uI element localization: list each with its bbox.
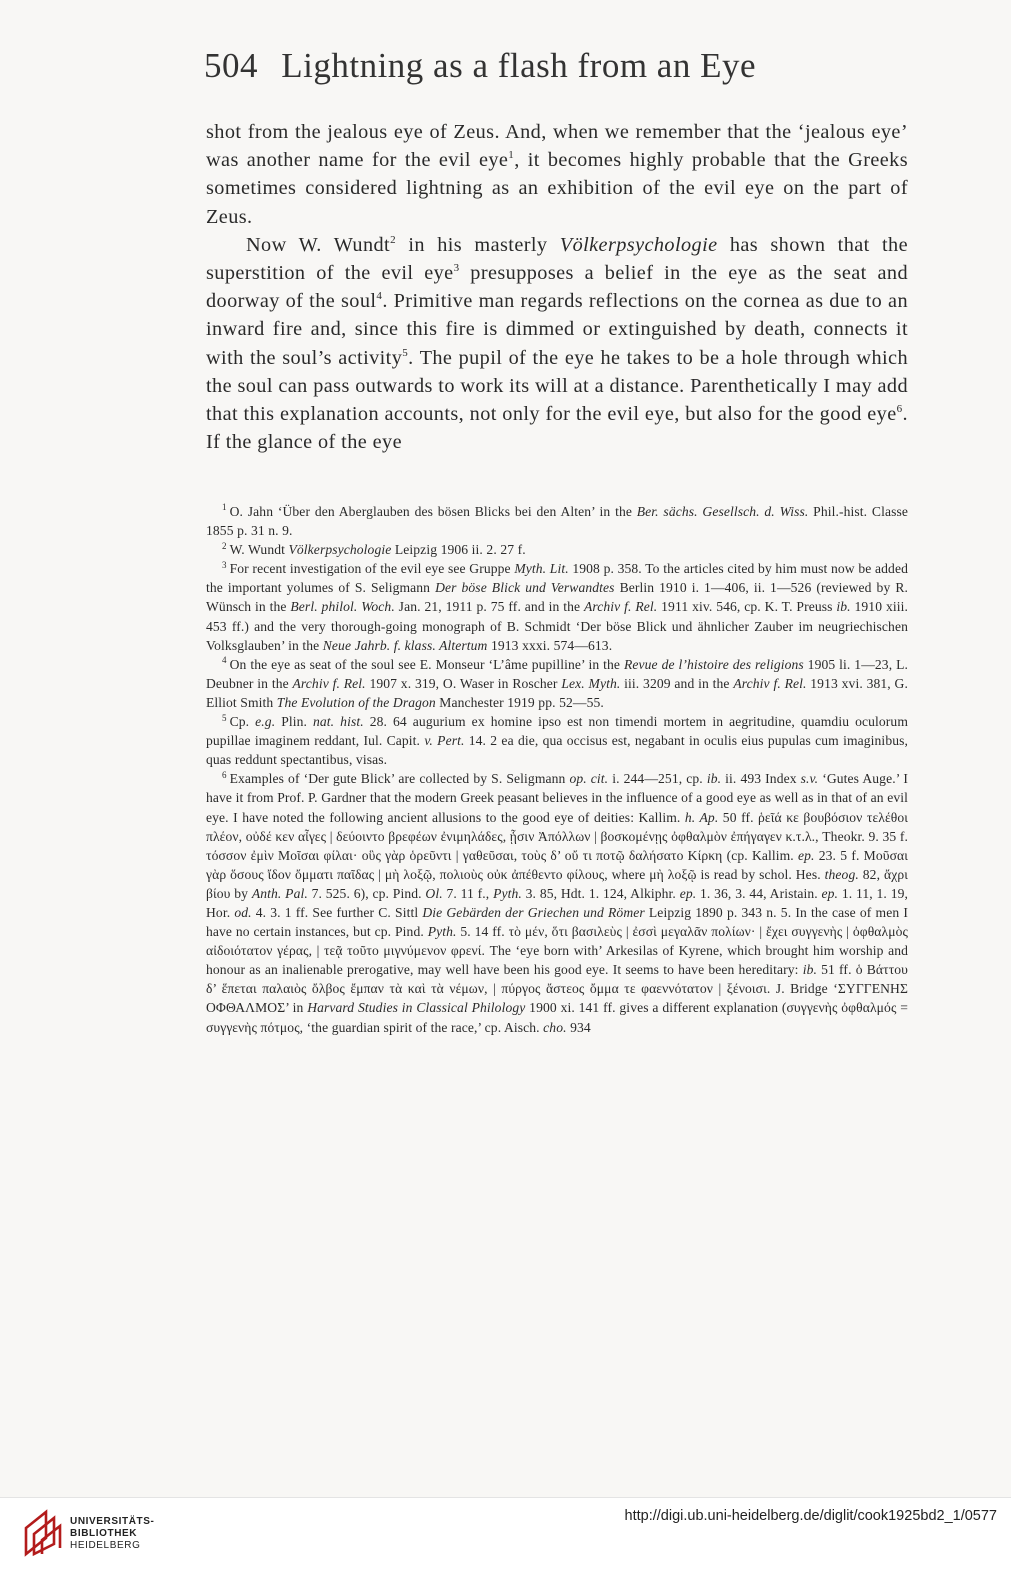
text-span: 82, ἄχρι βίου by xyxy=(206,866,908,901)
text-span: has shown that the superstition of the evil eye xyxy=(206,233,908,285)
text-span: ii. 493 Index xyxy=(721,771,801,787)
running-title: Lightning as a flash from an Eye xyxy=(281,46,757,85)
footnote-ref: 3 xyxy=(453,262,460,275)
text-span: Now W. Wundt xyxy=(246,233,391,256)
text-span: 23. 5 f. Μοῦσαι γὰρ ὅσους ἴδον ὄμματι παῖδας | μὴ λοξῷ, πολιοὺς οὐκ ἀπέθεντο φίλους, where μὴ λοξῷ is read by schol. Hes. xyxy=(206,847,908,882)
italic-span: Die Gebärden der Griechen und Römer xyxy=(422,904,645,920)
text-span: 1911 xiv. 546, cp. K. T. Preuss xyxy=(657,599,837,615)
italic-span: h. Ap. xyxy=(684,809,719,825)
italic-span: Pyth. xyxy=(427,924,457,940)
italic-span: Revue de l’histoire des religions xyxy=(623,656,804,672)
footnote-6 xyxy=(206,769,908,1036)
text-span: 1905 li. 1—23, L. Deubner in the xyxy=(206,656,908,691)
text-span: , it becomes highly probable that the Greeks sometimes considered lightning as an exhibition of the evil eye on the part of Zeus. xyxy=(206,149,908,228)
italic-span: ib. xyxy=(802,962,817,978)
text-span: 1908 p. 358. To the articles cited by him must now be added the important yolumes of S. Seligmann xyxy=(206,561,908,596)
library-name-line: UNIVERSITÄTS- xyxy=(70,1516,155,1527)
text-span: 51 ff. ὁ Βάττου δ’ ἕπεται παλαιὸς ὄλβος ἔμπαν τὰ καὶ τὰ νέμων, | πύργος ἄστεος ὄμμα τε φαεννότατον | ξένοισι. J. Bridge ‘ΣΥΓΓΕΝΗΣ ΟΦΘΑΛΜΟΣ’ in xyxy=(206,962,908,1016)
text-span: 28. 64 augurium ex homine ipso est non timendi mortem in aegritudine, quamdiu oculorum pupillae imaginem reddant, Iul. Capit. xyxy=(206,714,908,749)
footnote-5 xyxy=(206,712,908,769)
footnote-number: 6 xyxy=(222,769,227,780)
text-span: Cp. xyxy=(229,714,256,730)
footnote-2 xyxy=(206,540,908,559)
paragraph-2 xyxy=(206,231,908,457)
text-span: 1910 xiii. 453 ff.) and the very thorough-going monograph of B. Schmidt ‘Der böse Blick und ähnlicher Zauber im neugriechischen Volksglauben’ in the xyxy=(206,599,908,653)
italic-span: ep. xyxy=(798,847,815,863)
text-span: 5. 14 ff. τὸ μέν, ὅτι βασιλεὺς | ἐσσὶ μεγαλᾶν πολίων· | ἔχει συγγενὴς | ὀφθαλμὸς αἰδοιότατον γέρας, | τεᾷ τοῦτο μιγνύμενον φρενί. The ‘eye born with’ Arkesilas of Kyrene, which brought him worship and honour as an inalienable prerogative, may well have been his good eye. It seems to have been hereditary: xyxy=(206,924,908,978)
footnote-ref: 1 xyxy=(508,149,515,162)
italic-span: ib. xyxy=(836,599,851,615)
italic-span: Anth. Pal. xyxy=(251,885,308,901)
body-text xyxy=(206,118,908,456)
italic-span: cho. xyxy=(543,1019,567,1035)
page-number: 504 xyxy=(204,46,258,85)
text-span: in his masterly xyxy=(396,233,560,256)
text-span: Berlin 1910 i. 1—406, ii. 1—526 (reviewed by R. Wünsch in the xyxy=(206,580,908,615)
text-span: Leipzig 1890 p. 343 n. 5. In the case of men I have no certain instances, but cp. Pind. xyxy=(206,904,908,940)
italic-span: Archiv f. Rel. xyxy=(583,599,658,615)
paragraph-1 xyxy=(206,118,908,231)
library-name-line: HEIDELBERG xyxy=(70,1540,141,1551)
page-header xyxy=(204,46,904,86)
book-title: Völkerpsychologie xyxy=(559,233,718,256)
text-span: iii. 3209 and in the xyxy=(620,675,734,691)
italic-span: theog. xyxy=(824,866,859,882)
italic-span: s.v. xyxy=(800,771,819,787)
text-span: . The pupil of the eye he takes to be a hole through which the soul can pass outwards to work its will at a distance. Parenthetically I may add that this explanation accounts, not only for the evil eye, but also for the good eye xyxy=(206,346,908,426)
library-name xyxy=(70,1516,154,1552)
italic-span: ib. xyxy=(706,771,722,787)
text-span: 1913 xxxi. 574—613. xyxy=(487,637,613,653)
text-span: 1907 x. 319, O. Waser in Roscher xyxy=(365,675,562,691)
footnote-ref: 2 xyxy=(390,234,396,247)
footnote-ref: 4 xyxy=(376,290,383,303)
italic-span: ep. xyxy=(821,885,839,901)
text-span: 4. 3. 1 ff. See further C. Sittl xyxy=(251,904,423,920)
library-logo-icon xyxy=(20,1508,64,1558)
italic-span: ep. xyxy=(679,885,697,901)
library-name-line: BIBLIOTHEK xyxy=(70,1528,138,1539)
italic-span: op. cit. xyxy=(569,771,609,787)
text-span: Jan. 21, 1911 p. 75 ff. and in the xyxy=(394,599,584,615)
footnote-3 xyxy=(206,559,908,654)
text-span: 7. 11 f., xyxy=(442,885,494,901)
text-span: 934 xyxy=(566,1019,591,1035)
footnote-number: 3 xyxy=(222,559,227,570)
text-span: Phil.-hist. Classe 1855 p. 31 n. 9. xyxy=(206,504,908,539)
italic-span: Der böse Blick und Verwandtes xyxy=(435,580,615,596)
text-span: ‘Gutes Auge.’ I have it from Prof. P. Gardner that the modern Greek peasant believes in the influence of a good eye as well as in that of an evil eye. I have noted the following ancient allusions to the good eye of deities: Kallim. xyxy=(206,771,908,825)
text-span: . If the glance of the eye xyxy=(206,403,908,454)
footnote-number: 2 xyxy=(222,540,227,551)
text-span: presupposes a belief in the eye as the seat and doorway of the soul xyxy=(206,262,908,313)
italic-span: e.g. xyxy=(255,714,276,730)
text-span: Examples of ‘Der gute Blick’ are collected by S. Seligmann xyxy=(229,771,570,787)
footnote-number: 1 xyxy=(222,502,227,513)
italic-span: Ol. xyxy=(425,885,443,901)
footnote-1 xyxy=(206,502,908,540)
footnote-ref: 6 xyxy=(896,403,903,416)
italic-span: Berl. philol. Woch. xyxy=(290,599,395,615)
italic-span: od. xyxy=(234,904,252,920)
italic-span: The Evolution of the Dragon xyxy=(276,694,436,710)
text-span: 14. 2 ea die, qua occisus est, negabant in oculis eius pupulas cum imaginibus, quas reddunt spectantibus, visas. xyxy=(206,733,908,768)
italic-span: nat. hist. xyxy=(313,714,364,730)
italic-span: Neue Jahrb. f. klass. Altertum xyxy=(322,637,488,653)
italic-span: Archiv f. Rel. xyxy=(292,675,366,691)
text-span: . Primitive man regards reflections on the cornea as due to an inward fire and, since this fire is dimmed or extinguished by death, connects it with the soul’s activity xyxy=(206,290,908,369)
footnotes xyxy=(206,502,908,1037)
footnote-ref: 5 xyxy=(402,346,409,359)
footnote-4 xyxy=(206,655,908,712)
text-span: On the eye as seat of the soul see E. Monseur ‘L’âme pupilline’ in the xyxy=(229,656,624,672)
italic-span: Myth. Lit. xyxy=(514,561,569,577)
text-span: 50 ff. ῥεῖά κε βουβόσιον τελέθοι πλέον, οὐδέ κεν αἶγες | δεύοιντο βρεφέων ἐνιμηλάδες, ᾗσιν Ἀπόλλων | βοσκομένῃς ὀφθαλμὸν ἐπήγαγεν κ.τ.λ., Theokr. 9. 35 f. τόσσον ἐμὶν Μοῖσαι φίλαι· οὓς γὰρ ὁρεῦντι | γαθεῦσαι, τοὺς δ’ οὔ τι ποτῷ δαλήσατο Κίρκη (cp. Kallim. xyxy=(206,809,909,863)
permalink-url[interactable]: http://digi.ub.uni-heidelberg.de/diglit/cook1925bd2_1/0577 xyxy=(624,1508,997,1524)
text-span: 1. 11, 1. 19, Hor. xyxy=(206,885,908,920)
text-span: Leipzig 1906 ii. 2. 27 f. xyxy=(391,542,526,558)
italic-span: Lex. Myth. xyxy=(561,675,621,691)
text-span: O. Jahn ‘Über den Aberglauben des bösen Blicks bei den Alten’ in the xyxy=(229,504,637,519)
italic-span: Völkerpsychologie xyxy=(288,542,392,558)
italic-span: v. Pert. xyxy=(424,733,465,749)
footnote-number: 4 xyxy=(222,655,227,666)
text-span: Plin. xyxy=(275,714,314,730)
italic-span: Harvard Studies in Classical Philology xyxy=(307,1000,526,1016)
text-span: 7. 525. 6), cp. Pind. xyxy=(307,885,426,901)
italic-span: Archiv f. Rel. xyxy=(733,675,807,691)
italic-span: Pyth. xyxy=(493,885,522,901)
text-span: For recent investigation of the evil eye see Gruppe xyxy=(229,561,515,577)
text-span: 1913 xvi. 381, G. Elliot Smith xyxy=(206,675,908,710)
text-span: 1. 36, 3. 44, Aristain. xyxy=(696,885,822,901)
library-footer xyxy=(0,1497,1011,1576)
footnote-number: 5 xyxy=(222,712,227,723)
text-span: i. 244—251, cp. xyxy=(608,771,707,787)
text-span: 1900 xi. 141 ff. gives a different explanation (συγγενὴς ὀφθαλμός = συγγενὴς πότμος, ‘the guardian spirit of the race,’ cp. Aisch. xyxy=(206,1000,908,1035)
text-span: shot from the jealous eye of Zeus. And, when we remember that the ‘jealous eye’ was another name for the evil eye xyxy=(206,121,908,172)
text-span: Manchester 1919 pp. 52—55. xyxy=(435,694,604,710)
text-span: 3. 85, Hdt. 1. 124, Alkiphr. xyxy=(521,885,680,901)
text-span: W. Wundt xyxy=(229,542,289,558)
italic-span: Ber. sächs. Gesellsch. d. Wiss. xyxy=(636,504,809,519)
